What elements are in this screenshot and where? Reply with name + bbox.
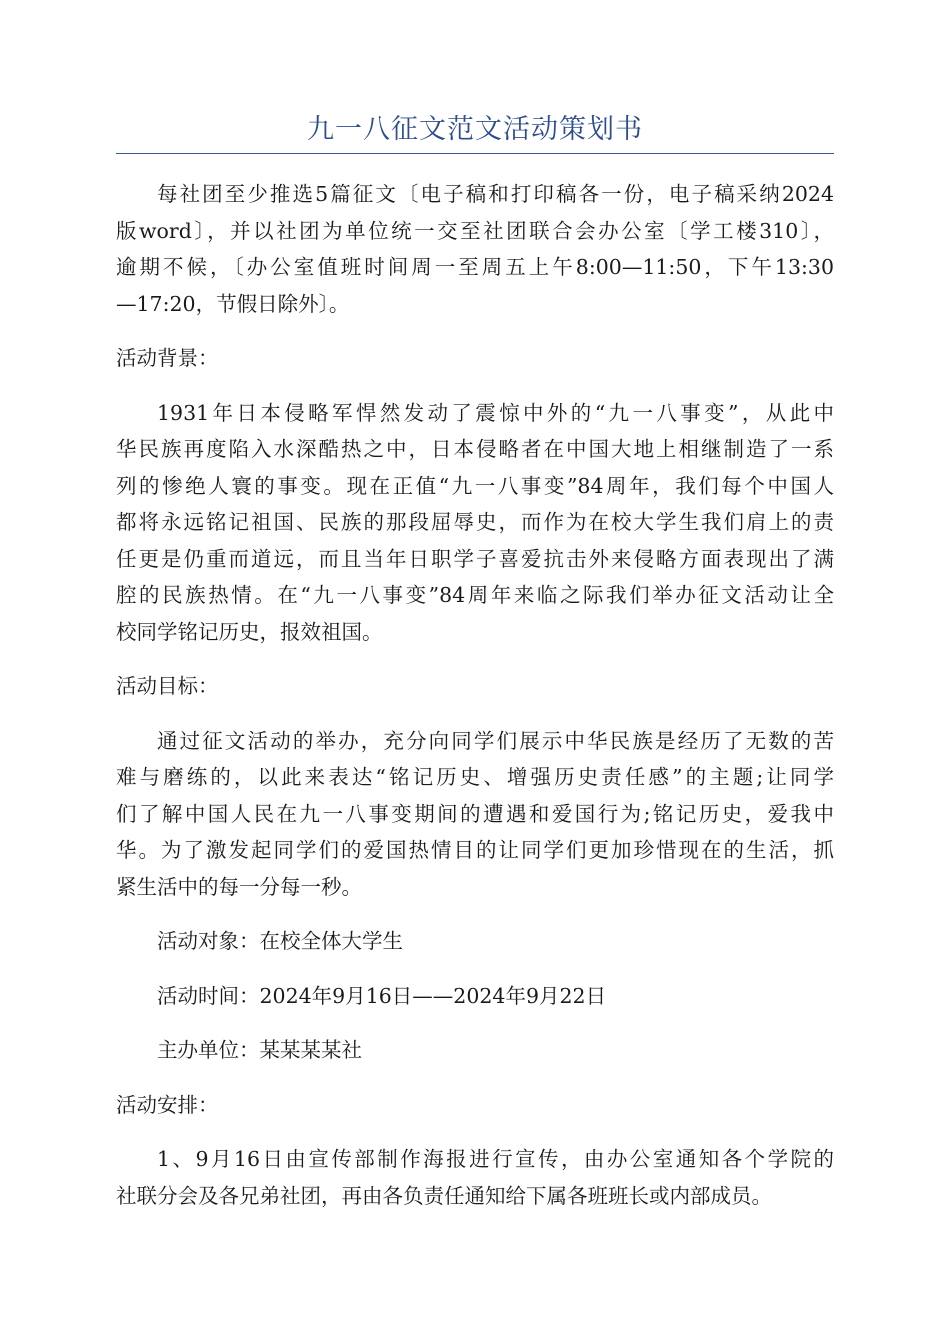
text-line: 列的惨绝人寰的事变。现在正值“九一八事变”84周年，我们每个中国人 bbox=[116, 473, 834, 498]
activity-target: 活动对象：在校全体大学生 bbox=[157, 929, 403, 953]
text-line: 每社团至少推选5篇征文〔电子稿和打印稿各一份，电子稿采纳2024 bbox=[157, 182, 834, 206]
background-heading: 活动背景： bbox=[116, 346, 219, 370]
text-line: 华。为了激发起同学们的爱国热情目的让同学们更加珍惜现在的生活，抓 bbox=[116, 838, 834, 862]
title-underline bbox=[116, 153, 834, 154]
document-body bbox=[116, 176, 834, 1232]
text-line: 任更是仍重而道远，而且当年日职学子喜爱抗击外来侵略方面表现出了满 bbox=[116, 546, 834, 571]
text-line: 通过征文活动的举办，充分向同学们展示中华民族是经历了无数的苦 bbox=[157, 728, 834, 753]
goal-heading: 活动目标： bbox=[116, 674, 219, 698]
text-line: 逾期不候，〔办公室值班时间周一至周五上午8:00—11:50，下午13:30 bbox=[116, 255, 834, 279]
text-line: 都将永远铭记祖国、民族的那段屈辱史，而作为在校大学生我们肩上的责 bbox=[116, 510, 834, 534]
arrangement-paragraph bbox=[116, 1141, 834, 1214]
activity-organizer: 主办单位：某某某某社 bbox=[157, 1038, 362, 1062]
text-line: 紧生活中的每一分每一秒。 bbox=[116, 874, 362, 899]
text-line: 校同学铭记历史，报效祖国。 bbox=[116, 619, 383, 644]
document-title: 九一八征文范文活动策划书 bbox=[307, 114, 643, 145]
text-line: 腔的民族热情。在“九一八事变”84周年来临之际我们举办征文活动让全 bbox=[116, 583, 834, 607]
submission-paragraph bbox=[116, 176, 834, 322]
arrangement-heading: 活动安排： bbox=[116, 1092, 219, 1117]
activity-time: 活动时间：2024年9月16日——2024年9月22日 bbox=[157, 983, 607, 1008]
goal-paragraph bbox=[116, 723, 834, 906]
text-line: 们了解中国人民在九一八事变期间的遭遇和爱国行为;铭记历史，爱我中 bbox=[116, 801, 834, 826]
text-line: 1931年日本侵略军悍然发动了震惊中外的“九一八事变”，从此中 bbox=[157, 400, 834, 425]
text-line: —17:20，节假日除外〕。 bbox=[116, 291, 350, 316]
background-paragraph bbox=[116, 395, 834, 651]
text-line: 社联分会及各兄弟社团，再由各负责任通知给下属各班班长或内部成员。 bbox=[116, 1183, 772, 1208]
text-line: 版word〕，并以社团为单位统一交至社团联合会办公室〔学工楼310〕， bbox=[116, 218, 834, 243]
text-line: 华民族再度陷入水深酷热之中，日本侵略者在中国大地上相继制造了一系 bbox=[116, 437, 834, 461]
text-line: 难与磨练的，以此来表达“铭记历史、增强历史责任感”的主题;让同学 bbox=[116, 765, 834, 789]
text-line: 1、9月16日由宣传部制作海报进行宣传，由办公室通知各个学院的 bbox=[157, 1147, 834, 1171]
